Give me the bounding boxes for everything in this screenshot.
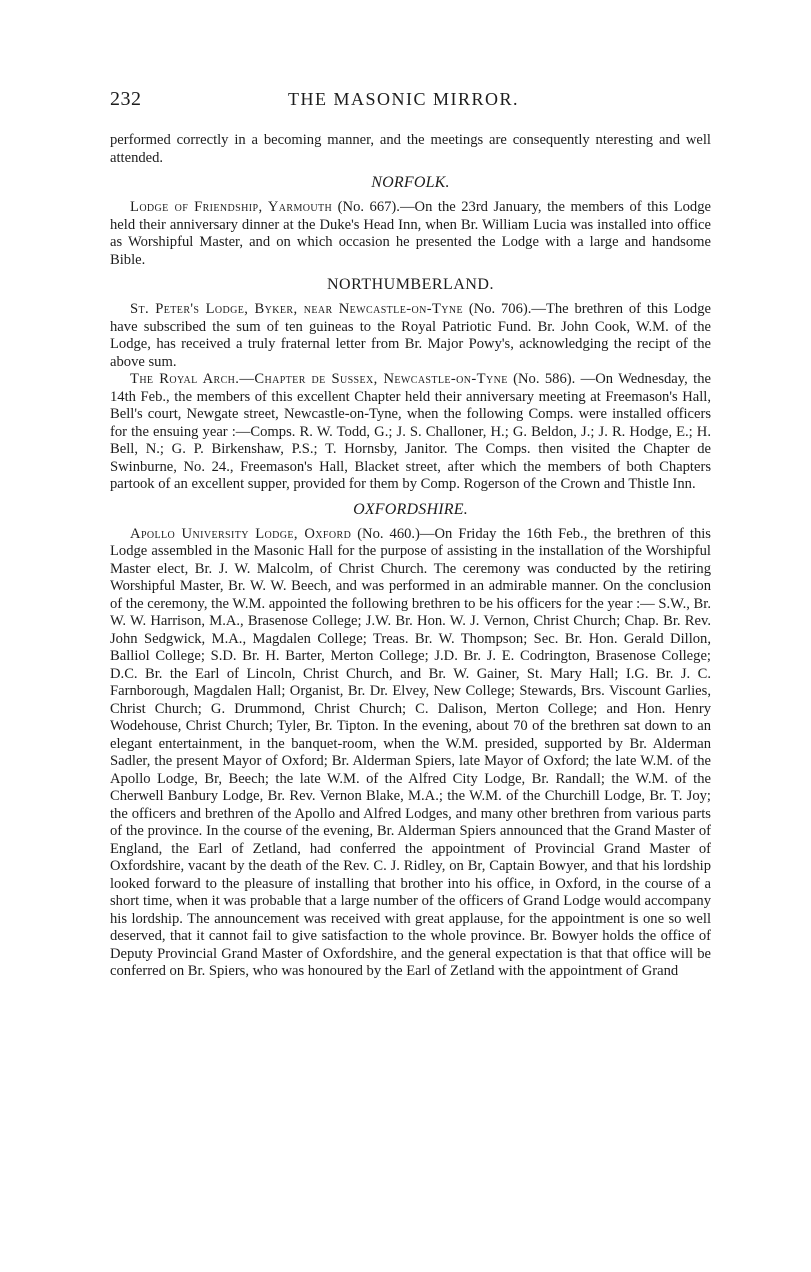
paragraph-royal-arch (110, 371, 711, 494)
section-heading-norfolk: NORFOLK. (371, 174, 450, 191)
paragraph-lead: Apollo University Lodge, Oxford (130, 525, 352, 542)
paragraph-apollo-university-lodge (110, 526, 711, 981)
page-header (110, 88, 711, 132)
section-heading-oxfordshire: OXFORDSHIRE. (353, 500, 468, 518)
paragraph-lead: St. Peter's Lodge, Byker, near Newcastle-on-Tyne (130, 301, 464, 317)
paragraph-st-peters-lodge (110, 301, 711, 371)
section-heading-northumberland: NORTHUMBERLAND. (327, 276, 494, 293)
paragraph-text: (No. 706).—The brethren of this Lodge have subscribed the sum of ten guineas to the Royal Patriotic Fund. Br. John Cook, W.M. of the Lodge, has received a truly fraternal letter from Br. Major Powy's, acknowledging the recipt of the above sum. (110, 301, 711, 370)
continuation-paragraph: performed correctly in a becoming manner, and the meetings are consequently nteresting and well attended. (110, 132, 711, 166)
running-title: THE MASONIC MIRROR. (288, 89, 520, 109)
paragraph-lodge-of-friendship (110, 199, 711, 269)
paragraph-lead: Lodge of Friendship, Yarmouth (130, 199, 333, 215)
paragraph-text: (No. 460.)—On Friday the 16th Feb., the brethren of this Lodge assembled in the Masonic Hall for the purpose of assisting in the installation of the Worshipful Master elect, Br. J. W. Malcolm, of Christ Church. The ceremony was conducted by the retiring Worshipful Master, Br. W. W. Beech, and was performed in an admirable manner. On the conclusion of the ceremony, the W.M. appointed the following brethren to be his officers for the year :— S.W., Br. W. W. Harrison, M.A., Brasenose College; J.W. Br. Hon. W. J. Vernon, Christ Church; Chap. Br. Rev. John Sedgwick, M.A., Magdalen College; Treas. Br. W. Thompson; Sec. Br. Hon. Gerald Dillon, Balliol College; S.D. Br. H. Barter, Merton College; J.D. Br. J. E. Codrington, Brasenose College; D.C. Br. the Earl of Lincoln, Christ Church, and Br. W. Gainer, St. Mary Hall; I.G. Br. J. C. Farnborough, Magdalen Hall; Organist, Br. Dr. Elvey, New College; Stewards, Brs. Viscount Garlies, Christ Church; G. Drummond, Christ Church; C. Dalison, Merton College; and Hon. Henry Wodehouse, Christ Church; Tyler, Br. Tipton. In the evening, about 70 of the brethren sat down to an elegant entertainment, in the banquet-room, when the W.M. presided, supported by Br. Alderman Sadler, the present Mayor of Oxford; Br. Alderman Spiers, late Mayor of Oxford; the late W.M. of the Apollo Lodge, Br, Beech; the late W.M. of the Alfred City Lodge, Br. Randall; the W.M. of the Cherwell Banbury Lodge, Br. Rev. Vernon Blake, M.A.; the W.M. of the Churchill Lodge, Br. T. Joy; the officers and brethren of the Apollo and Alfred Lodges, and many other brethren from various parts of the province. In the course of the evening, Br. Alderman Spiers announced that the Grand Master of England, the Earl of Zetland, had conferred the appointment of Provincial Grand Master of Oxfordshire, vacant by the death of the Rev. C. J. Ridley, on Br, Captain Bowyer, and that his lordship looked forward to the pleasure of installing that brother into his office, in Oxford, in the course of a short time, when it was probable that a large number of the officers of Grand Lodge would accompany his lordship. The announcement was received with great applause, for the appointment is one so well deserved, that it cannot fail to give satisfaction to the whole province. Br. Bowyer holds the office of Deputy Provincial Grand Master of Oxfordshire, and the general expectation is that that office will be conferred on Br. Spiers, who was honoured by the Earl of Zetland with the appointment of Grand (110, 525, 711, 979)
paragraph-text: (No. 667).—On the 23rd January, the members of this Lodge held their anniversary dinner at the Duke's Head Inn, when Br. William Lucia was installed into office as Worshipful Master, and on which occasion he presented the Lodge with a large and handsome Bible. (110, 199, 712, 268)
paragraph-lead: The Royal Arch.—Chapter de Sussex, Newcastle-on-Tyne (130, 371, 508, 387)
page-number: 232 (110, 88, 142, 110)
paragraph-text: (No. 586). —On Wednesday, the 14th Feb., the members of this excellent Chapter held their anniversary meeting at Freemason's Hall, Bell's court, Newgate street, Newcastle-on-Tyne, when the following Comps. were installed officers for the ensuing year :—Comps. R. W. Todd, G.; J. S. Challoner, H.; G. Beldon, J.; J. R. Hodge, E.; H. Bell, N.; G. P. Birkenshaw, P.S.; T. Hornsby, Janitor. The Comps. then visited the Chapter de Swinburne, No. 24., Freemason's Hall, Blacket street, after which the members of both Chapters partook of an excellent supper, provided for them by Comp. Rogerson of the Crown and Thistle Inn. (110, 371, 711, 492)
